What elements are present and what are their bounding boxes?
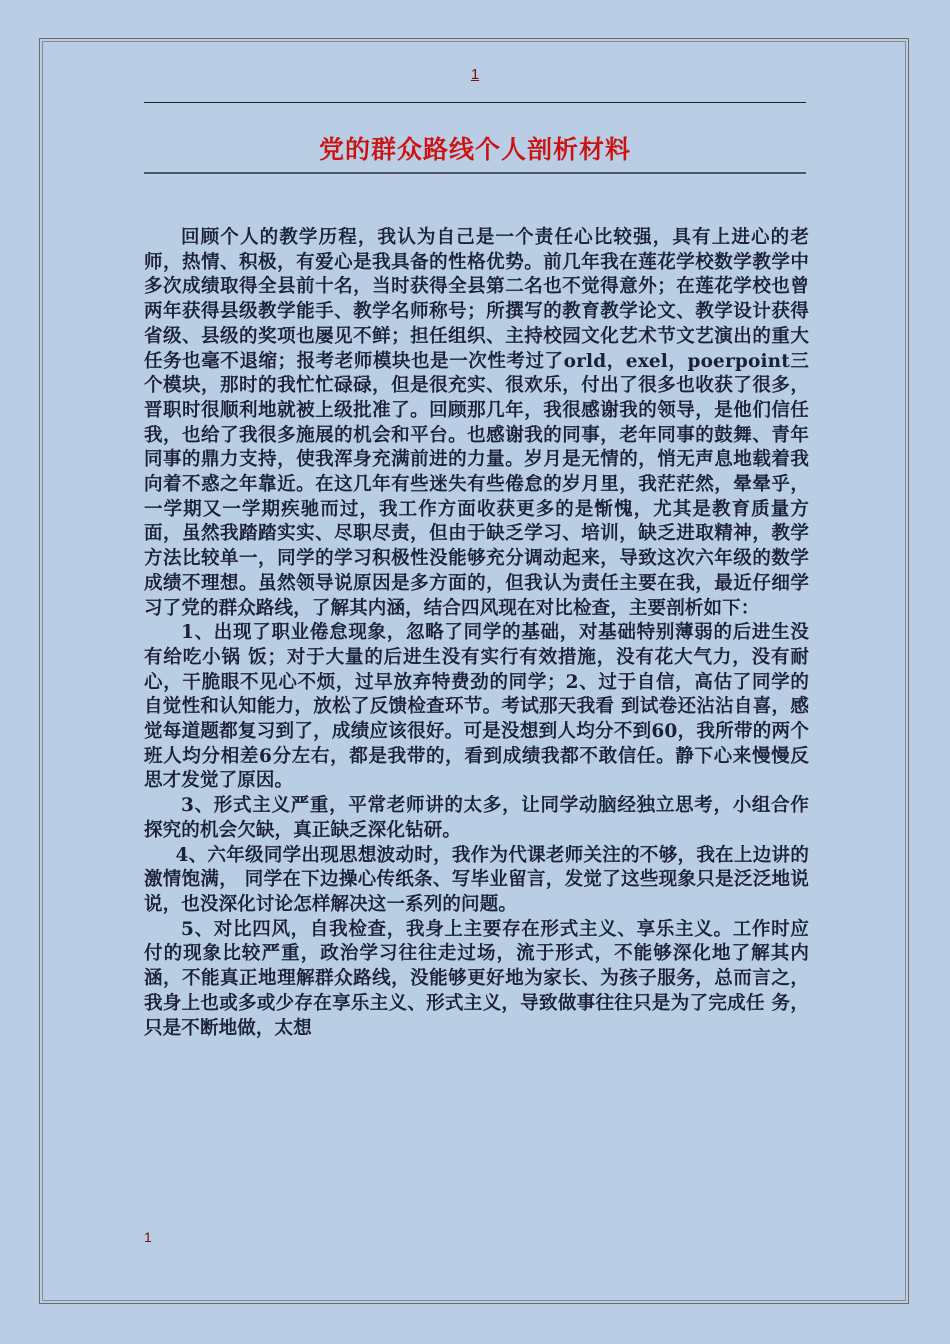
paragraph-point-3: 3、形式主义严重，平常老师讲的太多，让同学动脑经独立思考，小组合作探究的机会欠缺，真正缺乏深化钻研。 <box>144 795 809 841</box>
document-body <box>144 226 809 1041</box>
document-title: 党的群众路线个人剖析材料 <box>318 135 631 164</box>
footer-page-number: 1 <box>144 1229 152 1245</box>
paragraph-intro: 回顾个人的教学历程，我认为自己是一个责任心比较强，具有上进心的老师，热情、积极，有爱心是我具备的性格优势。前几年我在莲花学校数学教学中多次成绩取得全县前十名，当时获得全县第二名也不觉得意外；在莲花学校也曾两年获得县级教学能手、教学名师称号；所撰写的教育教学论文、教学设计获得省级、县级的奖项也屡见不鲜；担任组织、主持校园文化艺术节文艺演出的重大任务也毫不退缩；报考老师模块也是一次性考过了orld，exel，poerpoint三个模块，那时的我忙忙碌碌，但是很充实、很欢乐，付出了很多也收获了很多，晋职时很顺利地就被上级批准了。回顾那几年，我很感谢我的领导，是他们信任我，也给了我很多施展的机会和平台。也感谢我的同事，老年同事的鼓舞、青年同事的鼎力支持，使我浑身充满前进的力量。岁月是无情的，悄无声息地载着我向着不惑之年靠近。在这几年有些迷失有些倦怠的岁月里，我茫茫然，晕晕乎，一学期又一学期疾驰而过，我工作方面收获更多的是惭愧，尤其是教育质量方面，虽然我踏踏实实、尽职尽责，但由于缺乏学习、培训，缺乏进取精神，教学方法比较单一，同学的学习积极性没能够充分调动起来，导致这次六年级的数学成绩不理想。虽然领导说原因是多方面的，但我认为责任主要在我，最近仔细学习了党的群众路线，了解其内涵，结合四风现在对比检查，主要剖析如下： <box>144 227 809 619</box>
header-divider <box>144 102 806 103</box>
title-divider <box>144 172 806 174</box>
paragraph-point-4: 4、六年级同学出现思想波动时，我作为代课老师关注的不够，我在上边讲的激情饱满， 同学在下边操心传纸条、写毕业留言，发觉了这些现象只是泛泛地说说，也没深化讨论怎样解决这一系列的问题。 <box>144 844 809 915</box>
header-page-number: 1 <box>470 66 480 83</box>
paragraph-point-1-2: 1、出现了职业倦怠现象，忽略了同学的基础，对基础特别薄弱的后进生没有给吃小锅 饭；对于大量的后进生没有实行有效措施，没有花大气力，没有耐心，干脆眼不见心不烦，过早放弃特费劲的同学；2、过于自信，高估了同学的自觉性和认知能力，放松了反馈检查环节。考试那天我看 到试卷还沾沾自喜，感觉每道题都复习到了，成绩应该很好。可是没想到人均分不到60，我所带的两个班人均分相差6分左右，都是我带的，看到成绩我都不敢信任。静下心来慢慢反思才发觉了原因。 <box>144 622 809 792</box>
paragraph-point-5: 5、对比四风，自我检查，我身上主要存在形式主义、享乐主义。工作时应付的现象比较严重，政治学习往往走过场，流于形式，不能够深化地了解其内 涵，不能真正地理解群众路线，没能够更好地为家长、为孩子服务，总而言之，我身上也或多或少存在享乐主义、形式主义，导致做事往往只是为了完成任 务，只是不断地做，太想 <box>144 918 809 1039</box>
